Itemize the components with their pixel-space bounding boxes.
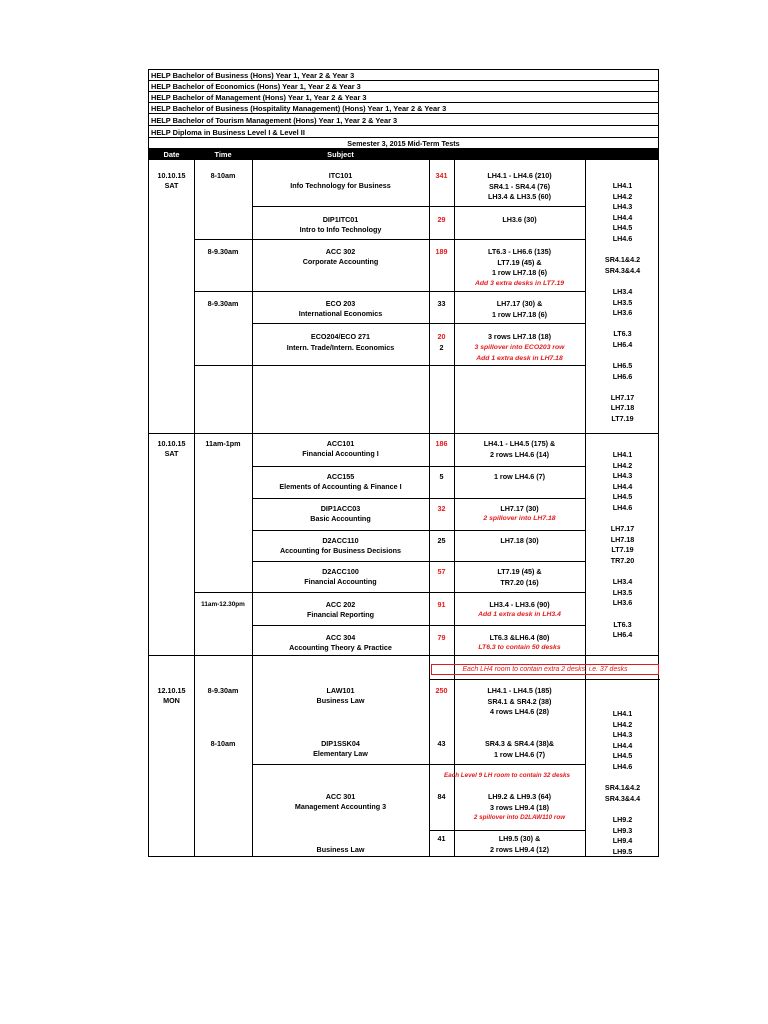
subject-title: Elementary Law xyxy=(313,749,368,758)
exam-time: 8-9.30am xyxy=(207,247,239,256)
subject-title: Financial Accounting xyxy=(304,577,377,586)
student-count: 186 xyxy=(435,439,448,448)
student-count: 189 xyxy=(435,247,448,256)
room-allocation: LH4.1 - LH4.6 (210) SR4.1 - SR4.4 (76) LH3.4 & LH3.5 (60) xyxy=(487,171,552,202)
room-allocation: LH9.2 & LH9.3 (64) 3 rows LH9.4 (18) xyxy=(487,792,552,812)
subject-title: Management Accounting 3 xyxy=(294,802,387,811)
row-divider xyxy=(252,764,585,765)
semester-title: Semester 3, 2015 Mid-Term Tests xyxy=(149,139,658,149)
column-divider xyxy=(194,160,195,856)
subject-code: DIP1SSK04 xyxy=(321,739,360,748)
room-allocation: LH4.1 - LH4.5 (185) SR4.1 & SR4.2 (38) 4 rows LH4.6 (28) xyxy=(487,686,552,717)
room-allocation: 3 rows LH7.18 (18) xyxy=(487,332,552,341)
date-column-header: Date xyxy=(163,150,180,159)
exam-date: 10.10.15 xyxy=(157,439,186,448)
subject-code: ITC101 xyxy=(328,171,353,180)
row-divider xyxy=(252,206,585,207)
student-count: 43 xyxy=(437,739,446,748)
exam-time: 11am-1pm xyxy=(205,439,241,448)
room-allocation: LH7.17 (30) xyxy=(500,504,539,513)
subject-title: Corporate Accounting xyxy=(302,257,379,266)
student-count: 79 xyxy=(437,633,446,642)
section-divider xyxy=(149,655,658,656)
student-count: 91 xyxy=(437,600,446,609)
room-list: LH4.1 LH4.2 LH4.3 LH4.4 LH4.5 LH4.6 SR4.1&4.2 SR4.3&4.4 LH9.2 LH9.3 LH9.4 LH9.5 xyxy=(604,709,641,856)
room-note-banner: Each LH4 room to contain extra 2 desks, i.e. 37 desks xyxy=(431,664,659,675)
programme-line: HELP Bachelor of Business (Hons) Year 1, Year 2 & Year 3 xyxy=(149,70,658,81)
row-divider xyxy=(429,679,660,680)
subject-code: ECO204/ECO 271 xyxy=(310,332,371,341)
student-count-secondary: 2 xyxy=(439,343,444,352)
row-divider xyxy=(252,498,585,499)
exam-timetable-sheet xyxy=(148,69,659,857)
section-divider xyxy=(149,433,658,434)
student-count: 33 xyxy=(437,299,446,308)
subject-title: Intern. Trade/Intern. Economics xyxy=(286,343,395,352)
student-count: 25 xyxy=(437,536,446,545)
column-header-bar xyxy=(149,149,658,160)
student-count: 341 xyxy=(435,171,448,180)
exam-time: 11am-12.30pm xyxy=(201,601,245,608)
exam-day: SAT xyxy=(164,181,179,190)
subject-title: Business Law xyxy=(316,845,365,854)
room-allocation: LH7.17 (30) & 1 row LH7.18 (6) xyxy=(491,299,548,319)
subject-code: ACC 304 xyxy=(325,633,356,642)
time-column-header: Time xyxy=(214,150,232,159)
programme-line: HELP Bachelor of Business (Hospitality Management) (Hons) Year 1, Year 2 & Year 3 xyxy=(149,103,658,114)
row-divider xyxy=(252,466,585,467)
student-count: 20 xyxy=(437,332,446,341)
programme-line: HELP Bachelor of Tourism Management (Hons) Year 1, Year 2 & Year 3 xyxy=(149,115,658,126)
subject-code: ACC 202 xyxy=(325,600,356,609)
subject-title: Financial Accounting I xyxy=(302,449,379,458)
student-count: 32 xyxy=(437,504,446,513)
student-count: 250 xyxy=(435,686,448,695)
subject-code: DIP1ITC01 xyxy=(322,215,359,224)
room-allocation: LH9.5 (30) & 2 rows LH9.4 (12) xyxy=(489,834,550,854)
subject-code: D2ACC100 xyxy=(322,567,359,576)
row-divider xyxy=(252,625,585,626)
programme-line: HELP Bachelor of Management (Hons) Year 1, Year 2 & Year 3 xyxy=(149,92,658,103)
row-divider xyxy=(252,561,585,562)
subject-title: Business Law xyxy=(316,696,365,705)
subject-title: Intro to Info Technology xyxy=(299,225,382,234)
row-divider xyxy=(194,239,585,240)
room-allocation: LT6.3 &LH6.4 (80) xyxy=(489,633,550,642)
student-count: 5 xyxy=(439,472,444,481)
room-allocation: SR4.3 & SR4.4 (38)& 1 row LH4.6 (7) xyxy=(484,739,555,759)
allocation-note: 3 spillover into ECO203 row Add 1 extra desk in LH7.18 xyxy=(474,344,565,362)
subject-code: LAW101 xyxy=(326,686,355,695)
exam-day: MON xyxy=(163,696,180,705)
exam-time: 8-9.30am xyxy=(207,299,239,308)
student-count: 84 xyxy=(437,792,446,801)
row-divider xyxy=(429,830,585,831)
programme-line: HELP Diploma in Business Level I & Level II xyxy=(149,127,658,138)
subject-code: ACC101 xyxy=(326,439,355,448)
subject-title: Basic Accounting xyxy=(310,514,371,523)
row-divider xyxy=(194,365,585,366)
subject-title: Info Technology for Business xyxy=(290,181,391,190)
allocation-note: Add 3 extra desks in LT7.19 xyxy=(474,280,565,287)
student-count: 29 xyxy=(437,215,446,224)
subject-code: ECO 203 xyxy=(325,299,356,308)
exam-day: SAT xyxy=(164,449,179,458)
subject-title: Accounting for Business Decisions xyxy=(279,546,401,555)
subject-code: ACC155 xyxy=(326,472,355,481)
subject-title: Accounting Theory & Practice xyxy=(289,643,392,652)
programme-line: HELP Bachelor of Economics (Hons) Year 1, Year 2 & Year 3 xyxy=(149,81,658,92)
exam-time: 8-9.30am xyxy=(207,686,239,695)
room-list: LH4.1 LH4.2 LH4.3 LH4.4 LH4.5 LH4.6 SR4.1&4.2 SR4.3&4.4 LH3.4 LH3.5 LH3.6 LT6.3 LH6.4 LH6.5 LH6.6 LH7.17 LH7.18 LT7.19 xyxy=(604,181,641,424)
room-note: Each Level 9 LH room to contain 32 desks xyxy=(444,772,570,779)
subject-code: ACC 302 xyxy=(325,247,356,256)
room-list: LH4.1 LH4.2 LH4.3 LH4.4 LH4.5 LH4.6 LH7.17 LH7.18 LT7.19 TR7.20 LH3.4 LH3.5 LH3.6 LT6.3 LH6.4 xyxy=(610,450,635,640)
room-allocation: LT6.3 - LH6.6 (135) LT7.19 (45) & 1 row LH7.18 (6) xyxy=(488,247,551,278)
row-divider xyxy=(252,530,585,531)
subject-code: ACC 301 xyxy=(325,792,356,801)
subject-title: Elements of Accounting & Finance I xyxy=(279,482,402,491)
student-count: 57 xyxy=(437,567,446,576)
exam-date: 10.10.15 xyxy=(157,171,186,180)
room-allocation: LH7.18 (30) xyxy=(500,536,539,545)
allocation-note: LT6.3 to contain 50 desks xyxy=(478,644,561,651)
exam-time: 8-10am xyxy=(210,171,236,180)
exam-time: 8-10am xyxy=(210,739,236,748)
room-allocation: LT7.19 (45) & TR7.20 (16) xyxy=(497,567,542,587)
subject-title: Financial Reporting xyxy=(306,610,375,619)
room-allocation: LH3.6 (30) xyxy=(502,215,537,224)
allocation-note: 2 spillover into D2LAW110 row xyxy=(473,814,566,821)
subject-code: DIP1ACC03 xyxy=(320,504,361,513)
allocation-note: 2 spillover into LH7.18 xyxy=(483,515,556,522)
subject-title: International Economics xyxy=(298,309,383,318)
room-allocation: LH3.4 - LH3.6 (90) xyxy=(489,600,550,609)
subject-code: D2ACC110 xyxy=(322,536,359,545)
row-divider xyxy=(252,323,585,324)
subject-column-header: Subject xyxy=(327,150,354,159)
row-divider xyxy=(194,592,585,593)
exam-date: 12.10.15 xyxy=(157,686,186,695)
room-allocation: LH4.1 - LH4.5 (175) & 2 rows LH4.6 (14) xyxy=(483,439,556,459)
allocation-note: Add 1 extra desk in LH3.4 xyxy=(478,611,561,618)
row-divider xyxy=(194,291,585,292)
room-allocation: 1 row LH4.6 (7) xyxy=(493,472,546,481)
student-count: 41 xyxy=(437,834,446,843)
